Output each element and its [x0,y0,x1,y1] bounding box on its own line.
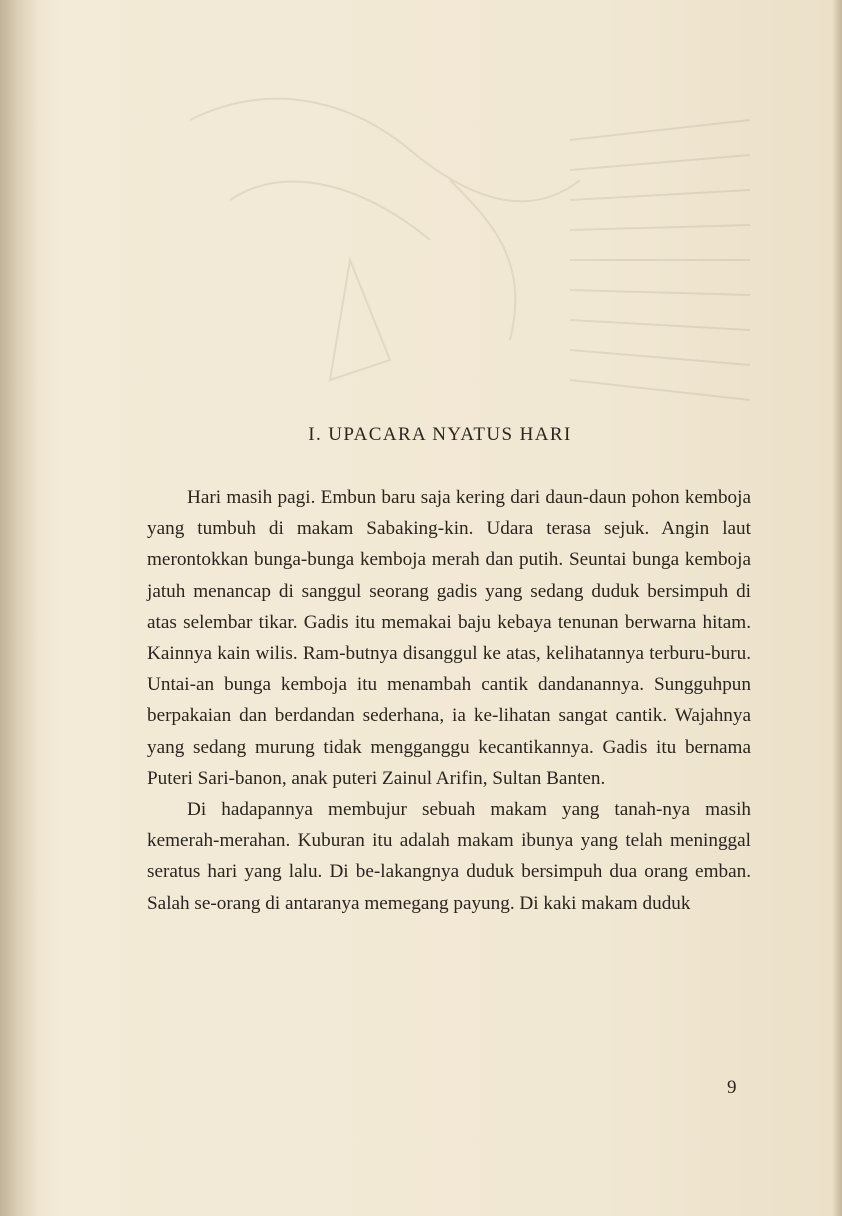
spine-shadow [0,0,40,1216]
paragraph-2: Di hadapannya membujur sebuah makam yang tanah-nya masih kemerah-merahan. Kuburan itu adalah makam ibunya yang telah meninggal seratus hari yang lalu. Di be-lakangnya duduk bersimpuh dua orang emban. Salah se-orang di antaranya memegang payung. Di kaki makam duduk [147,799,751,914]
paragraph-1: Hari masih pagi. Embun baru saja kering dari daun-daun pohon kemboja yang tumbuh di makam Sabaking-kin. Udara terasa sejuk. Angin laut merontokkan bunga-bunga kemboja merah dan putih. Seuntai bunga kemboja jatuh menancap di sanggul seorang gadis yang sedang duduk bersimpuh di atas selembar tikar. Gadis itu memakai baju kebaya tenunan berwarna hitam. Kainnya kain wilis. Ram-butnya disanggul ke atas, kelihatannya terburu-buru. Untai-an bunga kemboja itu menambah cantik dandanannya. Sungguhpun berpakaian dan berdandan sederhana, ia ke-lihatan sangat cantik. Wajahnya yang sedang murung tidak mengganggu kecantikannya. Gadis itu bernama Puteri Sari-banon, anak puteri Zainul Arifin, Sultan Banten. [147,487,751,789]
page-edge [832,0,842,1216]
page-number: 9 [727,1077,737,1098]
bleed-through-illustration [150,60,790,460]
chapter-title: I. UPACARA NYATUS HARI [308,424,572,445]
body-text [147,482,751,919]
